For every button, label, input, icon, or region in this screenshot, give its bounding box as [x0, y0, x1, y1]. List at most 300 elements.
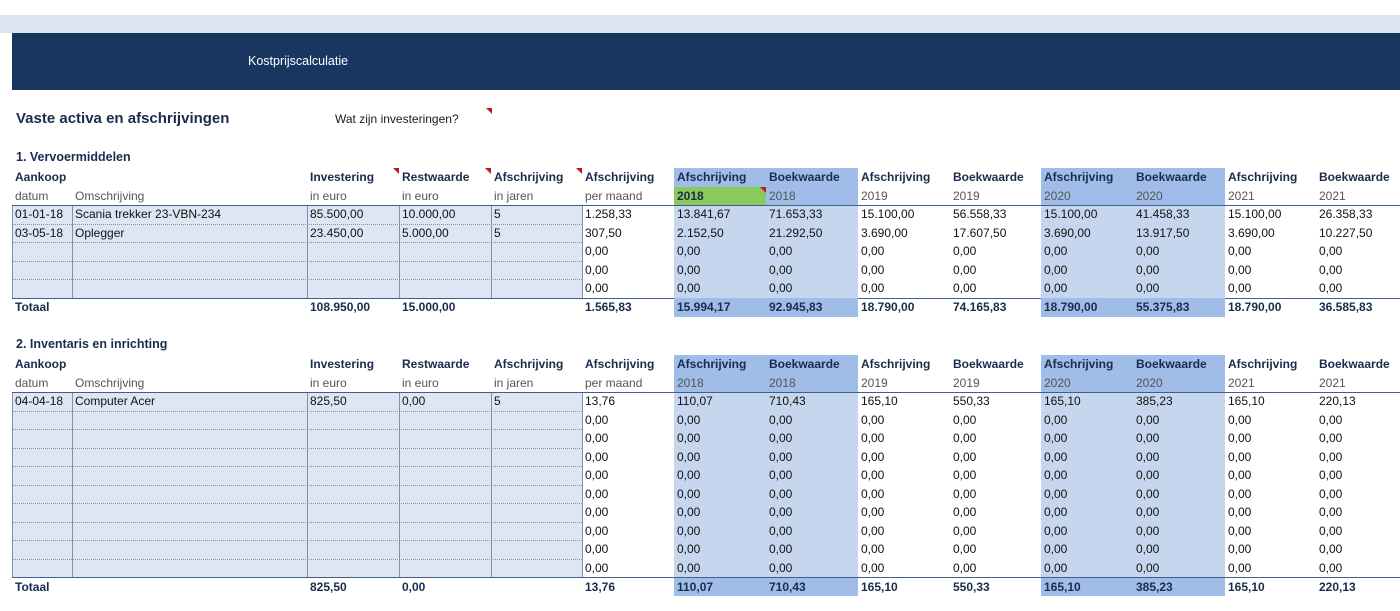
- column-header-afschrijving-maand: Afschrijving: [585, 170, 655, 184]
- row-divider: [12, 224, 582, 225]
- cell-investering[interactable]: [307, 559, 399, 578]
- cell-afschrijving-2020: 0,00: [1041, 448, 1133, 467]
- cell-afschrijving-maand: 0,00: [585, 505, 609, 519]
- cell-omschrijving[interactable]: [72, 261, 307, 280]
- page-title: Vaste activa en afschrijvingen: [16, 110, 230, 127]
- cell-boekwaarde-2021: 0,00: [1319, 244, 1343, 258]
- column-subheader-boekwaarde-2019: 2019: [953, 188, 980, 203]
- cell-omschrijving[interactable]: [72, 522, 307, 541]
- total-afschrijving-jaren: [491, 578, 582, 597]
- total-boekwaarde-2018: 92.945,83: [766, 298, 858, 317]
- cell-afschrijving-2021: 0,00: [1228, 486, 1252, 501]
- row-divider: [12, 522, 582, 523]
- cell-datum[interactable]: 04-04-18: [12, 392, 72, 411]
- cell-boekwaarde-2020: 0,00: [1133, 411, 1225, 430]
- cell-investering[interactable]: [307, 279, 399, 298]
- column-header-afschrijving-2018: Afschrijving: [674, 355, 766, 374]
- cell-omschrijving[interactable]: [72, 503, 307, 522]
- cell-afschrijving-jaren[interactable]: 5: [491, 224, 582, 243]
- total-afschrijving-2018: 110,07: [674, 578, 766, 597]
- cell-afschrijving-2021: 0,00: [1228, 262, 1252, 277]
- cell-afschrijving-maand: 0,00: [585, 486, 609, 501]
- cell-boekwaarde-2020: 0,00: [1133, 485, 1225, 504]
- cell-boekwaarde-2021: 0,00: [1319, 412, 1343, 427]
- cell-afschrijving-jaren[interactable]: [491, 503, 582, 522]
- cell-omschrijving[interactable]: [72, 466, 307, 485]
- cell-investering[interactable]: [307, 242, 399, 261]
- column-subheader-boekwaarde-2018: 2018: [766, 374, 858, 393]
- total-boekwaarde-2019: 550,33: [953, 579, 990, 594]
- cell-datum[interactable]: [12, 466, 72, 485]
- row-divider: [12, 261, 582, 262]
- cell-afschrijving-2018: 0,00: [674, 429, 766, 448]
- column-subheader-investering: in euro: [310, 188, 347, 203]
- cell-datum[interactable]: [12, 559, 72, 578]
- row-divider: [12, 242, 582, 243]
- column-subheader-restwaarde: in euro: [402, 375, 439, 390]
- cell-afschrijving-2021: 3.690,00: [1228, 225, 1275, 240]
- column-header-datum: Aankoop: [15, 357, 67, 371]
- column-subheader-afschrijving-2020: 2020: [1041, 187, 1133, 206]
- cell-afschrijving-2018: 2.152,50: [674, 224, 766, 243]
- total-label: Totaal: [15, 579, 50, 594]
- cell-boekwaarde-2018: 0,00: [766, 522, 858, 541]
- cell-afschrijving-2021: 0,00: [1228, 468, 1252, 482]
- cell-afschrijving-2018: 0,00: [674, 503, 766, 522]
- cell-afschrijving-2020: 0,00: [1041, 466, 1133, 485]
- cell-boekwaarde-2019: 17.607,50: [953, 225, 1007, 240]
- cell-boekwaarde-2021: 0,00: [1319, 468, 1343, 482]
- cell-boekwaarde-2020: 41.458,33: [1133, 205, 1225, 224]
- cell-afschrijving-maand: 307,50: [585, 225, 622, 240]
- cell-boekwaarde-2019: 0,00: [953, 542, 977, 556]
- cell-boekwaarde-2018: 0,00: [766, 540, 858, 559]
- cell-boekwaarde-2019: 0,00: [953, 560, 977, 575]
- cell-boekwaarde-2019: 550,33: [953, 394, 990, 408]
- column-subheader-datum: datum: [15, 375, 49, 390]
- cell-afschrijving-2018: 0,00: [674, 242, 766, 261]
- cell-afschrijving-2019: 0,00: [861, 468, 885, 482]
- column-divider: [399, 392, 400, 577]
- cell-afschrijving-maand: 0,00: [585, 431, 609, 445]
- cell-afschrijving-maand: 0,00: [585, 281, 609, 295]
- banner-title: Kostprijscalculatie: [248, 54, 349, 68]
- cell-afschrijving-2020: 0,00: [1041, 279, 1133, 298]
- column-header-restwaarde: Restwaarde: [402, 170, 470, 184]
- column-header-restwaarde: Restwaarde: [402, 357, 470, 371]
- cell-restwaarde[interactable]: [399, 261, 491, 280]
- column-divider: [12, 205, 13, 298]
- cell-boekwaarde-2021: 0,00: [1319, 505, 1343, 519]
- cell-afschrijving-2019: 15.100,00: [861, 207, 915, 221]
- column-header-investering: Investering: [310, 357, 375, 371]
- cell-investering[interactable]: 23.450,00: [307, 224, 399, 243]
- cell-afschrijving-2020: 0,00: [1041, 485, 1133, 504]
- cell-restwaarde[interactable]: [399, 411, 491, 430]
- cell-afschrijving-2018: 0,00: [674, 485, 766, 504]
- cell-restwaarde[interactable]: [399, 448, 491, 467]
- cell-afschrijving-jaren[interactable]: [491, 485, 582, 504]
- comment-indicator-icon[interactable]: [393, 168, 399, 174]
- section-title: 1. Vervoermiddelen: [16, 149, 131, 164]
- row-divider: [12, 448, 582, 449]
- cell-afschrijving-2020: 3.690,00: [1041, 224, 1133, 243]
- cell-afschrijving-2019: 0,00: [861, 523, 885, 538]
- column-subheader-omschrijving: Omschrijving: [75, 375, 145, 390]
- ribbon-band: [0, 15, 1400, 33]
- total-afschrijving-jaren: [491, 298, 582, 317]
- cell-boekwaarde-2020: 0,00: [1133, 522, 1225, 541]
- column-header-afschrijving-2019: Afschrijving: [861, 170, 931, 184]
- cell-afschrijving-2020: 0,00: [1041, 261, 1133, 280]
- cell-afschrijving-maand: 0,00: [585, 244, 609, 258]
- cell-restwaarde[interactable]: [399, 279, 491, 298]
- cell-datum[interactable]: [12, 522, 72, 541]
- cell-afschrijving-2018: 0,00: [674, 279, 766, 298]
- column-subheader-afschrijving-2018: 2018: [674, 374, 766, 393]
- cell-investering[interactable]: 85.500,00: [307, 205, 399, 224]
- cell-omschrijving[interactable]: Scania trekker 23-VBN-234: [72, 205, 307, 224]
- cell-boekwaarde-2019: 0,00: [953, 505, 977, 519]
- cell-afschrijving-2020: 0,00: [1041, 559, 1133, 578]
- column-subheader-investering: in euro: [310, 375, 347, 390]
- column-subheader-afschrijving-maand: per maand: [585, 188, 643, 203]
- column-header-afschrijving-2020: Afschrijving: [1041, 168, 1133, 187]
- cell-boekwaarde-2020: 385,23: [1133, 392, 1225, 411]
- cell-restwaarde[interactable]: [399, 540, 491, 559]
- column-header-boekwaarde-2021: Boekwaarde: [1319, 357, 1390, 371]
- column-divider: [72, 392, 73, 577]
- cell-boekwaarde-2021: 0,00: [1319, 431, 1343, 445]
- column-subheader-boekwaarde-2020: 2020: [1133, 187, 1225, 206]
- column-header-boekwaarde-2019: Boekwaarde: [953, 170, 1024, 184]
- column-header-afschrijving-2018: Afschrijving: [674, 168, 766, 187]
- cell-afschrijving-2021: 0,00: [1228, 281, 1252, 295]
- cell-boekwaarde-2019: 56.558,33: [953, 207, 1007, 221]
- cell-afschrijving-jaren[interactable]: [491, 559, 582, 578]
- cell-afschrijving-maand: 0,00: [585, 523, 609, 538]
- cell-boekwaarde-2018: 0,00: [766, 242, 858, 261]
- cell-omschrijving[interactable]: [72, 448, 307, 467]
- cell-afschrijving-2018: 0,00: [674, 411, 766, 430]
- selected-cell-2018[interactable]: 2018: [674, 187, 766, 206]
- cell-restwaarde[interactable]: [399, 242, 491, 261]
- column-header-afschrijving-jaren: Afschrijving: [494, 357, 564, 371]
- cell-boekwaarde-2018: 0,00: [766, 485, 858, 504]
- cell-boekwaarde-2018: 0,00: [766, 466, 858, 485]
- cell-boekwaarde-2019: 0,00: [953, 262, 977, 277]
- total-boekwaarde-2021: 220,13: [1319, 579, 1356, 594]
- cell-afschrijving-2018: 0,00: [674, 448, 766, 467]
- cell-omschrijving[interactable]: Computer Acer: [72, 392, 307, 411]
- cell-afschrijving-2021: 0,00: [1228, 431, 1252, 445]
- cell-boekwaarde-2018: 0,00: [766, 503, 858, 522]
- total-restwaarde: 0,00: [402, 579, 426, 594]
- column-divider: [582, 392, 583, 577]
- cell-afschrijving-2019: 3.690,00: [861, 225, 908, 240]
- cell-afschrijving-maand: 0,00: [585, 542, 609, 556]
- cell-afschrijving-2021: 0,00: [1228, 542, 1252, 556]
- column-header-afschrijving-2019: Afschrijving: [861, 357, 931, 371]
- cell-afschrijving-2021: 15.100,00: [1228, 207, 1282, 221]
- column-header-afschrijving-jaren: Afschrijving: [494, 170, 564, 184]
- cell-restwaarde[interactable]: [399, 522, 491, 541]
- cell-afschrijving-jaren[interactable]: [491, 411, 582, 430]
- cell-investering[interactable]: [307, 540, 399, 559]
- total-restwaarde: 15.000,00: [402, 300, 456, 314]
- cell-boekwaarde-2020: 0,00: [1133, 242, 1225, 261]
- cell-afschrijving-maand: 0,00: [585, 560, 609, 575]
- cell-afschrijving-2018: 0,00: [674, 261, 766, 280]
- cell-investering[interactable]: [307, 261, 399, 280]
- column-subheader-afschrijving-2021: 2021: [1228, 375, 1255, 390]
- column-subheader-afschrijving-2021: 2021: [1228, 188, 1255, 203]
- cell-datum[interactable]: [12, 429, 72, 448]
- cell-boekwaarde-2019: 0,00: [953, 523, 977, 538]
- comment-indicator-icon[interactable]: [486, 108, 492, 114]
- cell-restwaarde[interactable]: [399, 559, 491, 578]
- cell-boekwaarde-2021: 0,00: [1319, 281, 1343, 295]
- column-header-investering: Investering: [310, 170, 375, 184]
- total-afschrijving-2020: 18.790,00: [1041, 298, 1133, 317]
- comment-indicator-icon[interactable]: [485, 168, 491, 174]
- cell-omschrijving[interactable]: [72, 242, 307, 261]
- cell-afschrijving-jaren[interactable]: 5: [491, 392, 582, 411]
- column-divider: [307, 205, 308, 298]
- cell-datum[interactable]: [12, 279, 72, 298]
- cell-datum[interactable]: [12, 261, 72, 280]
- column-header-boekwaarde-2021: Boekwaarde: [1319, 170, 1390, 184]
- column-subheader-boekwaarde-2019: 2019: [953, 375, 980, 390]
- cell-boekwaarde-2018: 0,00: [766, 448, 858, 467]
- cell-afschrijving-2018: 0,00: [674, 559, 766, 578]
- cell-boekwaarde-2020: 13.917,50: [1133, 224, 1225, 243]
- cell-datum[interactable]: [12, 540, 72, 559]
- cell-investering[interactable]: 825,50: [307, 392, 399, 411]
- cell-boekwaarde-2018: 0,00: [766, 411, 858, 430]
- cell-datum[interactable]: [12, 242, 72, 261]
- cell-afschrijving-maand: 1.258,33: [585, 207, 632, 221]
- cell-afschrijving-jaren[interactable]: [491, 540, 582, 559]
- column-divider: [12, 392, 13, 577]
- cell-afschrijving-jaren[interactable]: [491, 242, 582, 261]
- cell-restwaarde[interactable]: [399, 485, 491, 504]
- row-divider: [12, 429, 582, 430]
- cell-boekwaarde-2018: 71.653,33: [766, 205, 858, 224]
- column-divider: [491, 205, 492, 298]
- total-afschrijving-2020: 165,10: [1041, 578, 1133, 597]
- column-header-afschrijving-2020: Afschrijving: [1041, 355, 1133, 374]
- cell-afschrijving-maand: 0,00: [585, 449, 609, 464]
- cell-boekwaarde-2021: 0,00: [1319, 449, 1343, 464]
- column-header-afschrijving-maand: Afschrijving: [585, 357, 655, 371]
- cell-omschrijving[interactable]: Oplegger: [72, 224, 307, 243]
- column-subheader-omschrijving: Omschrijving: [75, 188, 145, 203]
- cell-afschrijving-2021: 0,00: [1228, 505, 1252, 519]
- cell-boekwaarde-2018: 0,00: [766, 429, 858, 448]
- row-divider: [12, 485, 582, 486]
- column-subheader-boekwaarde-2021: 2021: [1319, 188, 1346, 203]
- cell-afschrijving-jaren[interactable]: [491, 279, 582, 298]
- cell-investering[interactable]: [307, 429, 399, 448]
- cell-afschrijving-2020: 0,00: [1041, 411, 1133, 430]
- cell-boekwaarde-2019: 0,00: [953, 244, 977, 258]
- column-subheader-afschrijving-2020: 2020: [1041, 374, 1133, 393]
- cell-afschrijving-2019: 0,00: [861, 449, 885, 464]
- column-subheader-afschrijving-jaren: in jaren: [494, 188, 534, 203]
- table-border-top: [12, 205, 1400, 206]
- cell-afschrijving-2020: 0,00: [1041, 540, 1133, 559]
- cell-boekwaarde-2021: 0,00: [1319, 262, 1343, 277]
- cell-afschrijving-2018: 0,00: [674, 522, 766, 541]
- total-boekwaarde-2018: 710,43: [766, 578, 858, 597]
- cell-datum[interactable]: 03-05-18: [12, 224, 72, 243]
- cell-investering[interactable]: [307, 411, 399, 430]
- cell-omschrijving[interactable]: [72, 559, 307, 578]
- total-label: Totaal: [15, 300, 50, 314]
- cell-omschrijving[interactable]: [72, 485, 307, 504]
- total-afschrijving-2019: 165,10: [861, 579, 898, 594]
- total-afschrijving-maand: 13,76: [585, 579, 616, 594]
- cell-afschrijving-2019: 0,00: [861, 431, 885, 445]
- cell-afschrijving-2019: 0,00: [861, 486, 885, 501]
- cell-afschrijving-2020: 0,00: [1041, 429, 1133, 448]
- row-divider: [12, 279, 582, 280]
- cell-afschrijving-2019: 0,00: [861, 281, 885, 295]
- row-divider: [12, 559, 582, 560]
- column-subheader-afschrijving-2019: 2019: [861, 188, 888, 203]
- cell-afschrijving-2019: 0,00: [861, 244, 885, 258]
- row-divider: [12, 411, 582, 412]
- cell-boekwaarde-2020: 0,00: [1133, 448, 1225, 467]
- cell-datum[interactable]: [12, 503, 72, 522]
- cell-boekwaarde-2020: 0,00: [1133, 559, 1225, 578]
- cell-restwaarde[interactable]: 5.000,00: [399, 224, 491, 243]
- cell-boekwaarde-2019: 0,00: [953, 412, 977, 427]
- cell-restwaarde[interactable]: [399, 466, 491, 485]
- cell-restwaarde[interactable]: [399, 503, 491, 522]
- column-subheader-boekwaarde-2020: 2020: [1133, 374, 1225, 393]
- cell-omschrijving[interactable]: [72, 411, 307, 430]
- cell-omschrijving[interactable]: [72, 429, 307, 448]
- cell-boekwaarde-2018: 710,43: [766, 392, 858, 411]
- total-afschrijving-2018: 15.994,17: [674, 298, 766, 317]
- column-subheader-datum: datum: [15, 188, 49, 203]
- total-afschrijving-maand: 1.565,83: [585, 300, 632, 314]
- column-subheader-afschrijving-maand: per maand: [585, 375, 643, 390]
- cell-boekwaarde-2021: 0,00: [1319, 560, 1343, 575]
- cell-investering[interactable]: [307, 448, 399, 467]
- cell-afschrijving-2021: 165,10: [1228, 394, 1265, 408]
- cell-boekwaarde-2020: 0,00: [1133, 429, 1225, 448]
- cell-boekwaarde-2019: 0,00: [953, 431, 977, 445]
- cell-boekwaarde-2021: 0,00: [1319, 542, 1343, 556]
- column-divider: [72, 205, 73, 298]
- column-divider: [307, 392, 308, 577]
- column-header-afschrijving-2021: Afschrijving: [1228, 357, 1298, 371]
- cell-boekwaarde-2021: 0,00: [1319, 486, 1343, 501]
- cell-afschrijving-2019: 0,00: [861, 262, 885, 277]
- cell-afschrijving-2020: 0,00: [1041, 503, 1133, 522]
- cell-afschrijving-2019: 0,00: [861, 505, 885, 519]
- cell-boekwaarde-2021: 10.227,50: [1319, 225, 1373, 240]
- cell-restwaarde[interactable]: 10.000,00: [399, 205, 491, 224]
- cell-omschrijving[interactable]: [72, 540, 307, 559]
- total-afschrijving-2021: 165,10: [1228, 579, 1265, 594]
- total-boekwaarde-2021: 36.585,83: [1319, 300, 1373, 314]
- cell-investering[interactable]: [307, 522, 399, 541]
- cell-afschrijving-jaren[interactable]: [491, 429, 582, 448]
- cell-afschrijving-2020: 0,00: [1041, 522, 1133, 541]
- cell-investering[interactable]: [307, 466, 399, 485]
- total-boekwaarde-2019: 74.165,83: [953, 300, 1007, 314]
- cell-afschrijving-maand: 0,00: [585, 468, 609, 482]
- comment-indicator-icon[interactable]: [576, 168, 582, 174]
- column-subheader-boekwaarde-2018: 2018: [766, 187, 858, 206]
- column-subheader-boekwaarde-2021: 2021: [1319, 375, 1346, 390]
- cell-boekwaarde-2018: 0,00: [766, 279, 858, 298]
- cell-restwaarde[interactable]: [399, 429, 491, 448]
- top-strip: [0, 0, 1400, 15]
- cell-afschrijving-2021: 0,00: [1228, 523, 1252, 538]
- section-title: 2. Inventaris en inrichting: [16, 336, 168, 351]
- column-header-boekwaarde-2018: Boekwaarde: [766, 168, 858, 187]
- column-subheader-afschrijving-jaren: in jaren: [494, 375, 534, 390]
- cell-afschrijving-2019: 0,00: [861, 542, 885, 556]
- cell-boekwaarde-2020: 0,00: [1133, 540, 1225, 559]
- cell-afschrijving-jaren[interactable]: [491, 448, 582, 467]
- comment-indicator-icon[interactable]: [760, 187, 766, 193]
- row-divider: [12, 503, 582, 504]
- total-afschrijving-2021: 18.790,00: [1228, 300, 1282, 314]
- cell-boekwaarde-2019: 0,00: [953, 468, 977, 482]
- cell-datum[interactable]: 01-01-18: [12, 205, 72, 224]
- column-divider: [582, 205, 583, 298]
- row-divider: [12, 540, 582, 541]
- cell-afschrijving-2021: 0,00: [1228, 449, 1252, 464]
- column-subheader-afschrijving-2019: 2019: [861, 375, 888, 390]
- cell-investering[interactable]: [307, 485, 399, 504]
- cell-afschrijving-2021: 0,00: [1228, 412, 1252, 427]
- cell-afschrijving-2018: 110,07: [674, 392, 766, 411]
- cell-boekwaarde-2019: 0,00: [953, 449, 977, 464]
- cell-omschrijving[interactable]: [72, 279, 307, 298]
- total-afschrijving-2019: 18.790,00: [861, 300, 915, 314]
- cell-investering[interactable]: [307, 503, 399, 522]
- cell-datum[interactable]: [12, 411, 72, 430]
- column-header-boekwaarde-2020: Boekwaarde: [1133, 168, 1225, 187]
- column-header-boekwaarde-2018: Boekwaarde: [766, 355, 858, 374]
- cell-boekwaarde-2020: 0,00: [1133, 503, 1225, 522]
- cell-afschrijving-jaren[interactable]: 5: [491, 205, 582, 224]
- cell-restwaarde[interactable]: 0,00: [399, 392, 491, 411]
- cell-datum[interactable]: [12, 485, 72, 504]
- cell-boekwaarde-2021: 220,13: [1319, 394, 1356, 408]
- cell-boekwaarde-2021: 0,00: [1319, 523, 1343, 538]
- column-header-datum: Aankoop: [15, 170, 67, 184]
- cell-afschrijving-2020: 165,10: [1041, 392, 1133, 411]
- cell-afschrijving-jaren[interactable]: [491, 466, 582, 485]
- cell-boekwaarde-2021: 26.358,33: [1319, 207, 1373, 221]
- cell-afschrijving-jaren[interactable]: [491, 261, 582, 280]
- cell-afschrijving-maand: 0,00: [585, 412, 609, 427]
- column-header-boekwaarde-2019: Boekwaarde: [953, 357, 1024, 371]
- cell-boekwaarde-2018: 0,00: [766, 559, 858, 578]
- cell-datum[interactable]: [12, 448, 72, 467]
- cell-afschrijving-jaren[interactable]: [491, 522, 582, 541]
- column-header-afschrijving-2021: Afschrijving: [1228, 170, 1298, 184]
- info-link[interactable]: Wat zijn investeringen?: [335, 112, 459, 126]
